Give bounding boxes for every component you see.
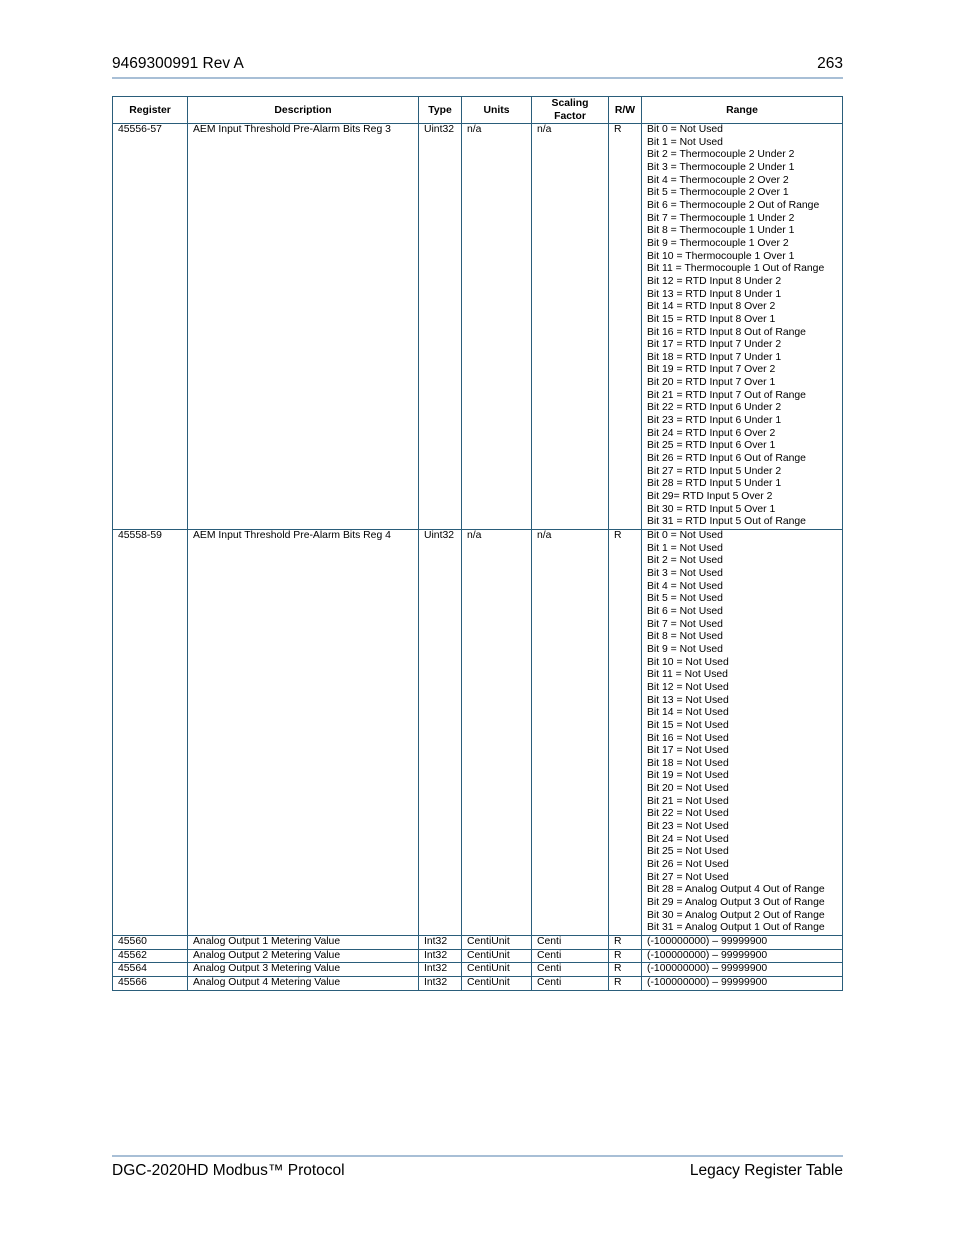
range-line: Bit 24 = RTD Input 6 Over 2 xyxy=(647,427,776,439)
range-line: Bit 7 = Thermocouple 1 Under 2 xyxy=(647,212,795,224)
column-header-scaling-factor: Scaling Factor xyxy=(532,97,609,124)
range-line: Bit 5 = Thermocouple 2 Over 1 xyxy=(647,187,789,199)
scaling-factor-cell: Centi xyxy=(532,963,609,977)
scaling-factor-cell: Centi xyxy=(532,976,609,990)
range-line: Bit 11 = Not Used xyxy=(647,669,728,681)
column-header-description: Description xyxy=(188,97,419,124)
range-line: Bit 13 = RTD Input 8 Under 1 xyxy=(647,288,782,300)
range-line: Bit 13 = Not Used xyxy=(647,694,729,706)
table-row xyxy=(113,976,843,990)
range-line: Bit 0 = Not Used xyxy=(647,530,723,541)
range-line: Bit 8 = Thermocouple 1 Under 1 xyxy=(647,225,795,237)
range-line: (-100000000) – 99999900 xyxy=(647,976,768,988)
description-cell: Analog Output 4 Metering Value xyxy=(188,976,419,990)
range-line: Bit 25 = RTD Input 6 Over 1 xyxy=(647,440,776,452)
units-cell: CentiUnit xyxy=(462,949,532,963)
table-row xyxy=(113,936,843,950)
range-line: Bit 14 = RTD Input 8 Over 2 xyxy=(647,301,776,313)
column-header-units: Units xyxy=(462,97,532,124)
range-line: Bit 9 = Not Used xyxy=(647,643,723,655)
footer-section-title: Legacy Register Table xyxy=(689,1162,843,1179)
range-line: Bit 21 = Not Used xyxy=(647,795,729,807)
range-cell xyxy=(642,124,843,530)
description-cell: Analog Output 1 Metering Value xyxy=(188,936,419,950)
range-line: Bit 18 = Not Used xyxy=(647,757,729,769)
range-line: (-100000000) – 99999900 xyxy=(647,949,768,961)
page-footer xyxy=(112,1155,843,1179)
range-line: Bit 23 = RTD Input 6 Under 1 xyxy=(647,415,782,427)
rw-cell: R xyxy=(609,949,642,963)
register-cell: 45564 xyxy=(113,963,188,977)
units-cell: n/a xyxy=(462,124,532,530)
range-line: Bit 5 = Not Used xyxy=(647,593,723,605)
register-table xyxy=(112,96,843,991)
register-cell: 45560 xyxy=(113,936,188,950)
document-number: 9469300991 Rev A xyxy=(112,55,244,72)
range-line: Bit 29= RTD Input 5 Over 2 xyxy=(647,491,773,503)
column-header-range: Range xyxy=(642,97,843,124)
range-line: Bit 19 = RTD Input 7 Over 2 xyxy=(647,364,776,376)
range-line: Bit 15 = Not Used xyxy=(647,719,729,731)
range-line: Bit 26 = RTD Input 6 Out of Range xyxy=(647,453,806,465)
range-line: Bit 30 = Analog Output 2 Out of Range xyxy=(647,909,825,921)
range-line: Bit 21 = RTD Input 7 Out of Range xyxy=(647,389,806,401)
rw-cell: R xyxy=(609,530,642,936)
range-line: Bit 25 = Not Used xyxy=(647,846,729,858)
type-cell: Int32 xyxy=(419,976,462,990)
range-line: Bit 16 = Not Used xyxy=(647,732,729,744)
range-line: Bit 29 = Analog Output 3 Out of Range xyxy=(647,897,825,909)
column-header-register: Register xyxy=(113,97,188,124)
range-line: Bit 10 = Not Used xyxy=(647,656,729,668)
range-line: Bit 18 = RTD Input 7 Under 1 xyxy=(647,351,782,363)
range-line: Bit 28 = RTD Input 5 Under 1 xyxy=(647,478,782,490)
scaling-factor-cell: Centi xyxy=(532,936,609,950)
range-line: Bit 15 = RTD Input 8 Over 1 xyxy=(647,313,776,325)
range-line: Bit 8 = Not Used xyxy=(647,631,723,643)
range-cell xyxy=(642,936,843,950)
range-line: Bit 19 = Not Used xyxy=(647,770,729,782)
range-line: Bit 7 = Not Used xyxy=(647,618,723,630)
range-line: Bit 6 = Not Used xyxy=(647,605,723,617)
footer-document-title: DGC-2020HD Modbus™ Protocol xyxy=(112,1162,345,1179)
description-cell: Analog Output 3 Metering Value xyxy=(188,963,419,977)
range-line: Bit 17 = Not Used xyxy=(647,745,729,757)
range-cell xyxy=(642,949,843,963)
range-line: (-100000000) – 99999900 xyxy=(647,936,768,947)
range-line: Bit 27 = RTD Input 5 Under 2 xyxy=(647,465,782,477)
range-line: Bit 3 = Not Used xyxy=(647,567,723,579)
table-body xyxy=(113,124,843,991)
range-line: Bit 31 = Analog Output 1 Out of Range xyxy=(647,922,825,934)
range-line: Bit 6 = Thermocouple 2 Out of Range xyxy=(647,199,820,211)
table-row xyxy=(113,963,843,977)
range-line: Bit 22 = Not Used xyxy=(647,808,729,820)
range-line: Bit 14 = Not Used xyxy=(647,707,729,719)
range-line: Bit 28 = Analog Output 4 Out of Range xyxy=(647,884,825,896)
type-cell: Int32 xyxy=(419,963,462,977)
scaling-factor-cell: n/a xyxy=(532,530,609,936)
register-cell: 45558-59 xyxy=(113,530,188,936)
range-line: Bit 10 = Thermocouple 1 Over 1 xyxy=(647,250,795,262)
range-line: Bit 22 = RTD Input 6 Under 2 xyxy=(647,402,782,414)
description-cell: Analog Output 2 Metering Value xyxy=(188,949,419,963)
type-cell: Uint32 xyxy=(419,530,462,936)
table-row xyxy=(113,124,843,530)
scaling-factor-cell: n/a xyxy=(532,124,609,530)
range-line: Bit 20 = Not Used xyxy=(647,783,729,795)
rw-cell: R xyxy=(609,936,642,950)
range-line: Bit 23 = Not Used xyxy=(647,821,729,833)
column-header-type: Type xyxy=(419,97,462,124)
range-cell xyxy=(642,963,843,977)
range-line: Bit 2 = Not Used xyxy=(647,555,723,567)
range-line: Bit 31 = RTD Input 5 Out of Range xyxy=(647,516,806,528)
register-cell: 45566 xyxy=(113,976,188,990)
range-line: Bit 24 = Not Used xyxy=(647,833,729,845)
range-line: Bit 1 = Not Used xyxy=(647,136,723,148)
range-line: Bit 11 = Thermocouple 1 Out of Range xyxy=(647,263,825,275)
range-line: Bit 26 = Not Used xyxy=(647,859,729,871)
range-line: Bit 27 = Not Used xyxy=(647,871,729,883)
range-line: Bit 3 = Thermocouple 2 Under 1 xyxy=(647,161,795,173)
range-line: Bit 12 = Not Used xyxy=(647,681,729,693)
range-line: Bit 9 = Thermocouple 1 Over 2 xyxy=(647,237,789,249)
table-row xyxy=(113,949,843,963)
units-cell: CentiUnit xyxy=(462,963,532,977)
range-line: Bit 4 = Thermocouple 2 Over 2 xyxy=(647,174,789,186)
type-cell: Int32 xyxy=(419,949,462,963)
register-cell: 45562 xyxy=(113,949,188,963)
range-cell xyxy=(642,530,843,936)
type-cell: Int32 xyxy=(419,936,462,950)
range-line: Bit 4 = Not Used xyxy=(647,580,723,592)
type-cell: Uint32 xyxy=(419,124,462,530)
range-line: Bit 20 = RTD Input 7 Over 1 xyxy=(647,377,776,389)
scaling-factor-cell: Centi xyxy=(532,949,609,963)
range-line: Bit 0 = Not Used xyxy=(647,124,723,135)
units-cell: CentiUnit xyxy=(462,976,532,990)
page-number: 263 xyxy=(817,55,843,72)
page-header xyxy=(112,55,843,79)
range-line: Bit 17 = RTD Input 7 Under 2 xyxy=(647,339,782,351)
range-line: Bit 16 = RTD Input 8 Out of Range xyxy=(647,326,806,338)
rw-cell: R xyxy=(609,963,642,977)
range-line: (-100000000) – 99999900 xyxy=(647,963,768,975)
range-line: Bit 30 = RTD Input 5 Over 1 xyxy=(647,503,776,515)
units-cell: CentiUnit xyxy=(462,936,532,950)
rw-cell: R xyxy=(609,124,642,530)
range-line: Bit 1 = Not Used xyxy=(647,542,723,554)
units-cell: n/a xyxy=(462,530,532,936)
register-cell: 45556-57 xyxy=(113,124,188,530)
description-cell: AEM Input Threshold Pre-Alarm Bits Reg 4 xyxy=(188,530,419,936)
rw-cell: R xyxy=(609,976,642,990)
table-header-row xyxy=(113,97,843,124)
table-row xyxy=(113,530,843,936)
column-header-rw: R/W xyxy=(609,97,642,124)
description-cell: AEM Input Threshold Pre-Alarm Bits Reg 3 xyxy=(188,124,419,530)
range-cell xyxy=(642,976,843,990)
range-line: Bit 2 = Thermocouple 2 Under 2 xyxy=(647,149,795,161)
range-line: Bit 12 = RTD Input 8 Under 2 xyxy=(647,275,782,287)
